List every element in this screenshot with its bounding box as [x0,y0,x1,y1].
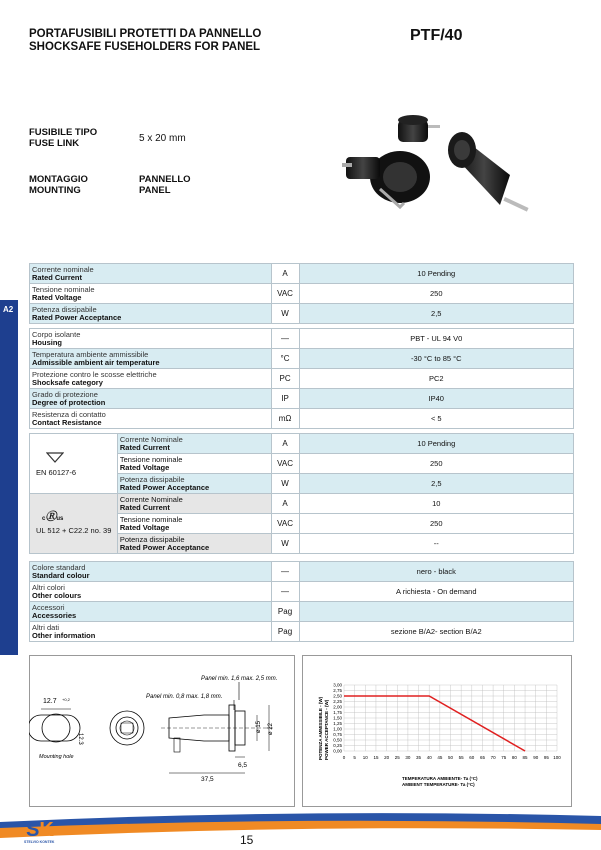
y-tick-label: 0,25 [333,743,342,748]
x-tick-label: 0 [342,755,346,760]
y-tick-label: 0,75 [333,732,342,737]
table-row: Accessori Accessories Pag [30,602,574,622]
x-tick-label: 55 [458,755,464,760]
table-row: Tensione nominale Rated Voltage VAC 250 [30,514,574,534]
table-row: Temperatura ambiente ammissibile Admissible ambient air temperature °C -30 °C to 85 °C [30,349,574,369]
y-tick-label: 2,75 [333,688,342,693]
x-tick-label: 35 [416,755,422,760]
ul-logo: cⓇus [42,510,64,523]
x-tick-label: 50 [447,755,454,760]
x-tick-label: 40 [426,755,432,760]
x-tick-label: 100 [553,755,561,760]
vde-logo [46,451,115,465]
company-name: STELVIO KONTEK [24,840,55,844]
fuse-label-en: FUSE LINK [29,138,80,149]
table-row: Corpo isolante Housing — PBT - UL 94 V0 [30,329,574,349]
section-sidebar [0,300,18,655]
x-tick-label: 65 [479,755,485,760]
table-row: Tensione nominale Rated Voltage VAC 250 [30,284,574,304]
x-tick-label: 20 [384,755,390,760]
x-tick-label: 90 [533,755,539,760]
fuse-value: 5 x 20 mm [139,133,186,144]
dim-length: 37,5 [201,776,214,783]
x-tick-label: 75 [501,755,507,760]
table-row: Potenza dissipabile Rated Power Acceptance W 2,5 [30,474,574,494]
product-photo [340,105,550,225]
y-tick-label: 2,25 [333,699,342,704]
y-tick-label: 0,00 [333,748,342,754]
hole-height: 12.3 [77,733,83,745]
title-english: SHOCKSAFE FUSEHOLDERS FOR PANEL [29,41,261,53]
table-row: Corrente nominale Rated Current A 10 Pending [30,264,574,284]
mount-value-it: PANNELLO [139,174,191,185]
y-label-en: POWER ACCEPTANCE - (W) [324,699,329,760]
approvals-table [29,433,574,554]
table-row: Altri dati Other information Pag sezione B/A2- section B/A2 [30,622,574,642]
x-tick-label: 15 [373,755,379,760]
table-row: Tensione nominale Rated Voltage VAC 250 [30,454,574,474]
other-table [29,561,574,642]
footer-band [0,808,601,850]
table-row: Potenza dissipabile Rated Power Acceptance W 2,5 [30,304,574,324]
x-tick-label: 85 [522,755,528,760]
y-label-it: POTENZA AMMISSIBILE - (W) [318,696,323,760]
x-label-en: AMBIENT TEMPERATURE- Ta (°C) [402,782,475,787]
logo: SK [26,819,54,841]
table-row: EN 60127-6 Corrente Nominale Rated Current A 10 Pending [30,434,574,454]
product-code: PTF/40 [410,27,463,44]
table-row: cⓇus UL 512 + C22.2 no. 39 Corrente Nominale Rated Current A 10 [30,494,574,514]
panel-note-1: Panel min. 1,6 max. 2,5 mm. [201,676,278,682]
vde-cell: EN 60127-6 [30,434,118,494]
y-tick-label: 0,50 [333,737,342,743]
mount-label-it: MONTAGGIO [29,174,88,185]
hole-tol: +0,2 [62,697,70,702]
title-italian: PORTAFUSIBILI PROTETTI DA PANNELLO [29,28,262,40]
x-label-it: TEMPERATURA AMBIENTE- Ta (°C) [402,776,478,781]
x-tick-label: 95 [543,755,549,760]
table-row: Potenza dissipabile Rated Power Acceptance W -- [30,534,574,554]
property-table [29,328,574,429]
dim-d15: ø 15 [256,720,262,733]
y-tick-label: 2,50 [333,693,342,699]
page-number: 15 [240,833,254,847]
rating-table [29,263,574,324]
x-tick-label: 5 [353,755,356,760]
y-tick-label: 1,25 [333,721,342,726]
table-row: Colore standard Standard colour — nero - black [30,562,574,582]
y-tick-label: 3,00 [333,682,342,688]
mounting-hole-label: Mounting hole [39,754,74,760]
section-label: A2 [3,305,14,314]
y-tick-label: 1,00 [333,726,342,732]
dim-d22: ø 22 [268,722,274,735]
x-tick-label: 70 [490,755,496,760]
panel-note-2: Panel min. 0,8 max. 1,8 mm. [146,694,223,700]
x-tick-label: 10 [362,755,368,760]
table-row: Protezione contro le scosse elettriche Shocksafe category PC PC2 [30,369,574,389]
table-row: Resistenza di contatto Contact Resistance mΩ < 5 [30,409,574,429]
y-tick-label: 2,00 [333,704,342,710]
fuse-label-it: FUSIBILE TIPO [29,127,98,138]
x-tick-label: 80 [511,755,517,760]
x-tick-label: 25 [394,755,400,760]
technical-drawing [29,655,295,807]
x-tick-label: 30 [405,755,411,760]
y-tick-label: 1,75 [333,710,342,715]
x-tick-label: 60 [469,755,475,760]
table-row: Grado di protezione Degree of protection IP IP40 [30,389,574,409]
x-tick-label: 45 [437,755,443,760]
y-tick-label: 1,50 [333,715,342,721]
dim-65: 6,5 [238,762,248,769]
derating-chart [302,655,572,807]
mount-label-en: MOUNTING [29,185,81,196]
ul-cell: cⓇus UL 512 + C22.2 no. 39 [30,494,118,554]
mount-value-en: PANEL [139,185,171,196]
table-row: Altri colori Other colours — A richiesta - On demand [30,582,574,602]
hole-width: 12.7 [43,698,57,705]
